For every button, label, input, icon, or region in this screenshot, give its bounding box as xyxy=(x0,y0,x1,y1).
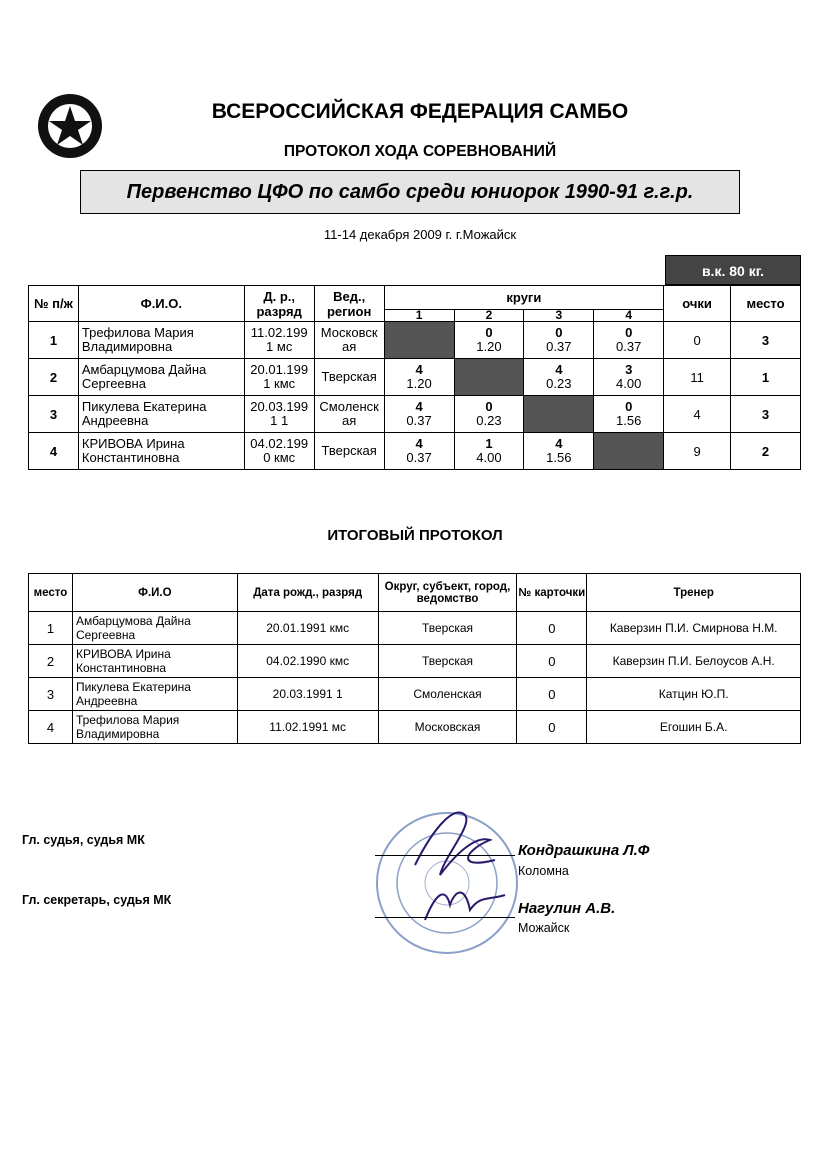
header-name: Ф.И.О. xyxy=(78,286,244,322)
secretary-name: Нагулин А.В. xyxy=(518,900,616,917)
score-cell-empty xyxy=(594,433,664,470)
final-birth-rank: 04.02.1990 кмс xyxy=(237,645,378,678)
judge-label: Гл. судья, судья МК xyxy=(22,833,145,847)
final-card: 0 xyxy=(517,612,587,645)
final-region: Тверская xyxy=(378,645,517,678)
weight-class: в.к. 80 кг. xyxy=(665,255,801,285)
judge-signature-line xyxy=(375,855,515,856)
round-number: 3 xyxy=(524,310,594,322)
secretary-city: Можайск xyxy=(518,921,570,935)
score-cell: 0 0.37 xyxy=(524,322,594,359)
final-header-card: № карточки xyxy=(517,574,587,612)
final-header-name: Ф.И.О xyxy=(72,574,237,612)
participant-row xyxy=(29,322,801,359)
final-protocol-table xyxy=(28,573,801,744)
judge-name: Кондрашкина Л.Ф xyxy=(518,842,650,859)
protocol-title: ПРОТОКОЛ ХОДА СОРЕВНОВАНИЙ xyxy=(283,143,557,160)
participant-num: 4 xyxy=(29,433,79,470)
participant-region: Тверская xyxy=(314,359,384,396)
handwritten-signature-icon xyxy=(395,795,525,935)
score-cell: 4 0.37 xyxy=(384,396,454,433)
final-coach: Каверзин П.И. Белоусов А.Н. xyxy=(587,645,801,678)
score-cell: 4 0.37 xyxy=(384,433,454,470)
participant-num: 2 xyxy=(29,359,79,396)
judge-city: Коломна xyxy=(518,864,569,878)
score-cell: 1 4.00 xyxy=(454,433,524,470)
final-name: Пикулева Екатерина Андреевна xyxy=(72,678,237,711)
final-protocol-title: ИТОГОВЫЙ ПРОТОКОЛ xyxy=(327,527,503,544)
final-region: Московская xyxy=(378,711,517,744)
sambo-star-logo-icon xyxy=(36,92,104,160)
final-region: Смоленская xyxy=(378,678,517,711)
header-birth: Д. р., разряд xyxy=(244,286,314,322)
score-cell: 4 1.20 xyxy=(384,359,454,396)
participant-points: 11 xyxy=(664,359,731,396)
participant-row xyxy=(29,433,801,470)
event-title-box xyxy=(80,170,740,214)
score-cell: 4 0.23 xyxy=(524,359,594,396)
participant-name: КРИВОВА Ирина Константиновна xyxy=(78,433,244,470)
final-header-coach: Тренер xyxy=(587,574,801,612)
participant-region: Московск ая xyxy=(314,322,384,359)
participant-name: Трефилова Мария Владимировна xyxy=(78,322,244,359)
participant-row xyxy=(29,396,801,433)
final-place: 4 xyxy=(29,711,73,744)
participant-points: 4 xyxy=(664,396,731,433)
final-header-birth: Дата рожд., разряд xyxy=(237,574,378,612)
score-cell-empty xyxy=(454,359,524,396)
round-number: 2 xyxy=(454,310,524,322)
score-cell: 0 0.37 xyxy=(594,322,664,359)
header-region: Вед., регион xyxy=(314,286,384,322)
final-coach: Каверзин П.И. Смирнова Н.М. xyxy=(587,612,801,645)
final-row xyxy=(29,678,801,711)
final-card: 0 xyxy=(517,678,587,711)
participant-place: 3 xyxy=(731,322,801,359)
final-card: 0 xyxy=(517,645,587,678)
score-cell: 0 0.23 xyxy=(454,396,524,433)
participant-region: Тверская xyxy=(314,433,384,470)
final-header-place: место xyxy=(29,574,73,612)
participant-num: 1 xyxy=(29,322,79,359)
participant-row xyxy=(29,359,801,396)
org-title: ВСЕРОССИЙСКАЯ ФЕДЕРАЦИЯ САМБО xyxy=(211,100,629,123)
final-name: Амбарцумова Дайна Сергеевна xyxy=(72,612,237,645)
participant-region: Смоленск ая xyxy=(314,396,384,433)
participant-name: Амбарцумова Дайна Сергеевна xyxy=(78,359,244,396)
secretary-signature-line xyxy=(375,917,515,918)
score-cell-empty xyxy=(524,396,594,433)
header-rounds: круги xyxy=(384,286,664,310)
score-cell: 0 1.20 xyxy=(454,322,524,359)
participant-place: 1 xyxy=(731,359,801,396)
final-coach: Егошин Б.А. xyxy=(587,711,801,744)
participant-birth-rank: 11.02.199 1 мс xyxy=(244,322,314,359)
score-cell: 4 1.56 xyxy=(524,433,594,470)
participant-place: 2 xyxy=(731,433,801,470)
participant-place: 3 xyxy=(731,396,801,433)
final-birth-rank: 20.03.1991 1 xyxy=(237,678,378,711)
header-place: место xyxy=(731,286,801,322)
round-number: 4 xyxy=(594,310,664,322)
final-row xyxy=(29,645,801,678)
final-region: Тверская xyxy=(378,612,517,645)
participant-points: 9 xyxy=(664,433,731,470)
header-points: очки xyxy=(664,286,731,322)
final-card: 0 xyxy=(517,711,587,744)
final-row xyxy=(29,711,801,744)
final-birth-rank: 11.02.1991 мс xyxy=(237,711,378,744)
final-coach: Катцин Ю.П. xyxy=(587,678,801,711)
round-robin-table xyxy=(28,285,801,470)
final-place: 1 xyxy=(29,612,73,645)
final-birth-rank: 20.01.1991 кмс xyxy=(237,612,378,645)
participant-points: 0 xyxy=(664,322,731,359)
final-place: 2 xyxy=(29,645,73,678)
score-cell-empty xyxy=(384,322,454,359)
dates-place: 11-14 декабря 2009 г. г.Можайск xyxy=(323,227,517,242)
participant-birth-rank: 20.01.199 1 кмс xyxy=(244,359,314,396)
event-title: Первенство ЦФО по самбо среди юниорок 1990-91 г.г.р. xyxy=(126,180,694,203)
header-num: № п/ж xyxy=(29,286,79,322)
final-row xyxy=(29,612,801,645)
score-cell: 3 4.00 xyxy=(594,359,664,396)
participant-name: Пикулева Екатерина Андреевна xyxy=(78,396,244,433)
secretary-label: Гл. секретарь, судья МК xyxy=(22,893,172,907)
final-name: Трефилова Мария Владимировна xyxy=(72,711,237,744)
participant-birth-rank: 20.03.199 1 1 xyxy=(244,396,314,433)
final-header-region: Округ, субъект, город, ведомство xyxy=(378,574,517,612)
participant-birth-rank: 04.02.199 0 кмс xyxy=(244,433,314,470)
participant-num: 3 xyxy=(29,396,79,433)
score-cell: 0 1.56 xyxy=(594,396,664,433)
final-place: 3 xyxy=(29,678,73,711)
final-name: КРИВОВА Ирина Константиновна xyxy=(72,645,237,678)
round-number: 1 xyxy=(384,310,454,322)
